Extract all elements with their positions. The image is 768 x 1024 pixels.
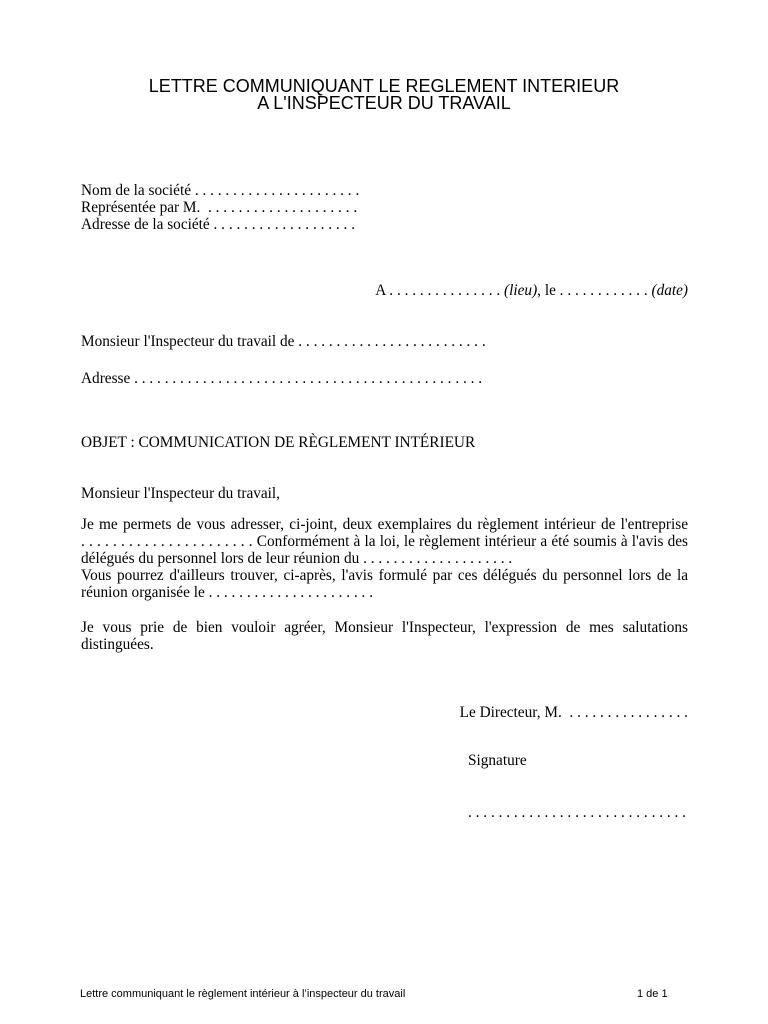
- paragraph-line: réunion organisée le . . . . . . . . . . . . . . . . . . . . . .: [81, 584, 374, 601]
- sender-block: [81, 182, 688, 233]
- date-prefix: , le . . . . . . . . . . . .: [537, 282, 652, 299]
- paragraph-line: . . . . . . . . . . . . . . . . . . . . . . Conformément à la loi, le règlement intérieur a été soumis à l'avis des: [81, 533, 688, 550]
- subject-block: [81, 434, 688, 451]
- paragraph-line: délégués du personnel lors de leur réunion du . . . . . . . . . . . . . . . . . . . .: [81, 550, 513, 567]
- paragraph-line: Vous pourrez d'ailleurs trouver, ci-après, l'avis formulé par ces délégués du personnel lors de la: [81, 567, 688, 584]
- paragraph-line: Je me permets de vous adresser, ci-joint, deux exemplaires du règlement intérieur de l'entreprise: [81, 516, 688, 533]
- closing-paragraph: [81, 619, 688, 653]
- footer-page-number: 1 de 1: [637, 988, 668, 1000]
- footer-title: Lettre communiquant le règlement intérieur à l’inspecteur du travail: [80, 988, 406, 1000]
- place-prefix: A . . . . . . . . . . . . . . .: [375, 282, 505, 299]
- date-hint: (date): [651, 282, 688, 299]
- body-paragraph: [81, 516, 688, 601]
- closing-line: Je vous prie de bien vouloir agréer, Monsieur l'Inspecteur, l'expression de mes salutations: [81, 619, 688, 636]
- signature-label: Signature: [468, 752, 527, 769]
- subject-line: OBJET : COMMUNICATION DE RÈGLEMENT INTÉRIEUR: [81, 434, 476, 451]
- director-line: Le Directeur, M. . . . . . . . . . . . . . . . .: [459, 704, 688, 721]
- recipient-address-block: [81, 370, 688, 387]
- company-name-line: Nom de la société . . . . . . . . . . . . . . . . . . . . . .: [81, 182, 360, 199]
- place-date-line: [361, 265, 688, 316]
- company-address-line: Adresse de la société . . . . . . . . . . . . . . . . . . .: [81, 216, 356, 233]
- title-line-1: LETTRE COMMUNIQUANT LE REGLEMENT INTERIEUR: [148, 76, 620, 96]
- recipient-address-line: Adresse . . . . . . . . . . . . . . . . . . . . . . . . . . . . . . . . . . . . . . . . . . . . . .: [81, 370, 483, 387]
- document-title: [0, 78, 768, 112]
- inspector-line: Monsieur l'Inspecteur du travail de . . . . . . . . . . . . . . . . . . . . . . . . .: [81, 333, 486, 350]
- salutation-line: Monsieur l'Inspecteur du travail,: [81, 485, 281, 502]
- title-line-2: A L'INSPECTEUR DU TRAVAIL: [257, 93, 511, 113]
- recipient-block: [81, 333, 688, 350]
- represented-by-line: Représentée par M. . . . . . . . . . . . . . . . . . . . .: [81, 199, 358, 216]
- salutation-block: [81, 485, 688, 502]
- signature-dots: . . . . . . . . . . . . . . . . . . . . . . . . . . . . .: [468, 804, 686, 821]
- closing-line: distinguées.: [81, 636, 154, 653]
- place-hint: (lieu): [504, 282, 538, 299]
